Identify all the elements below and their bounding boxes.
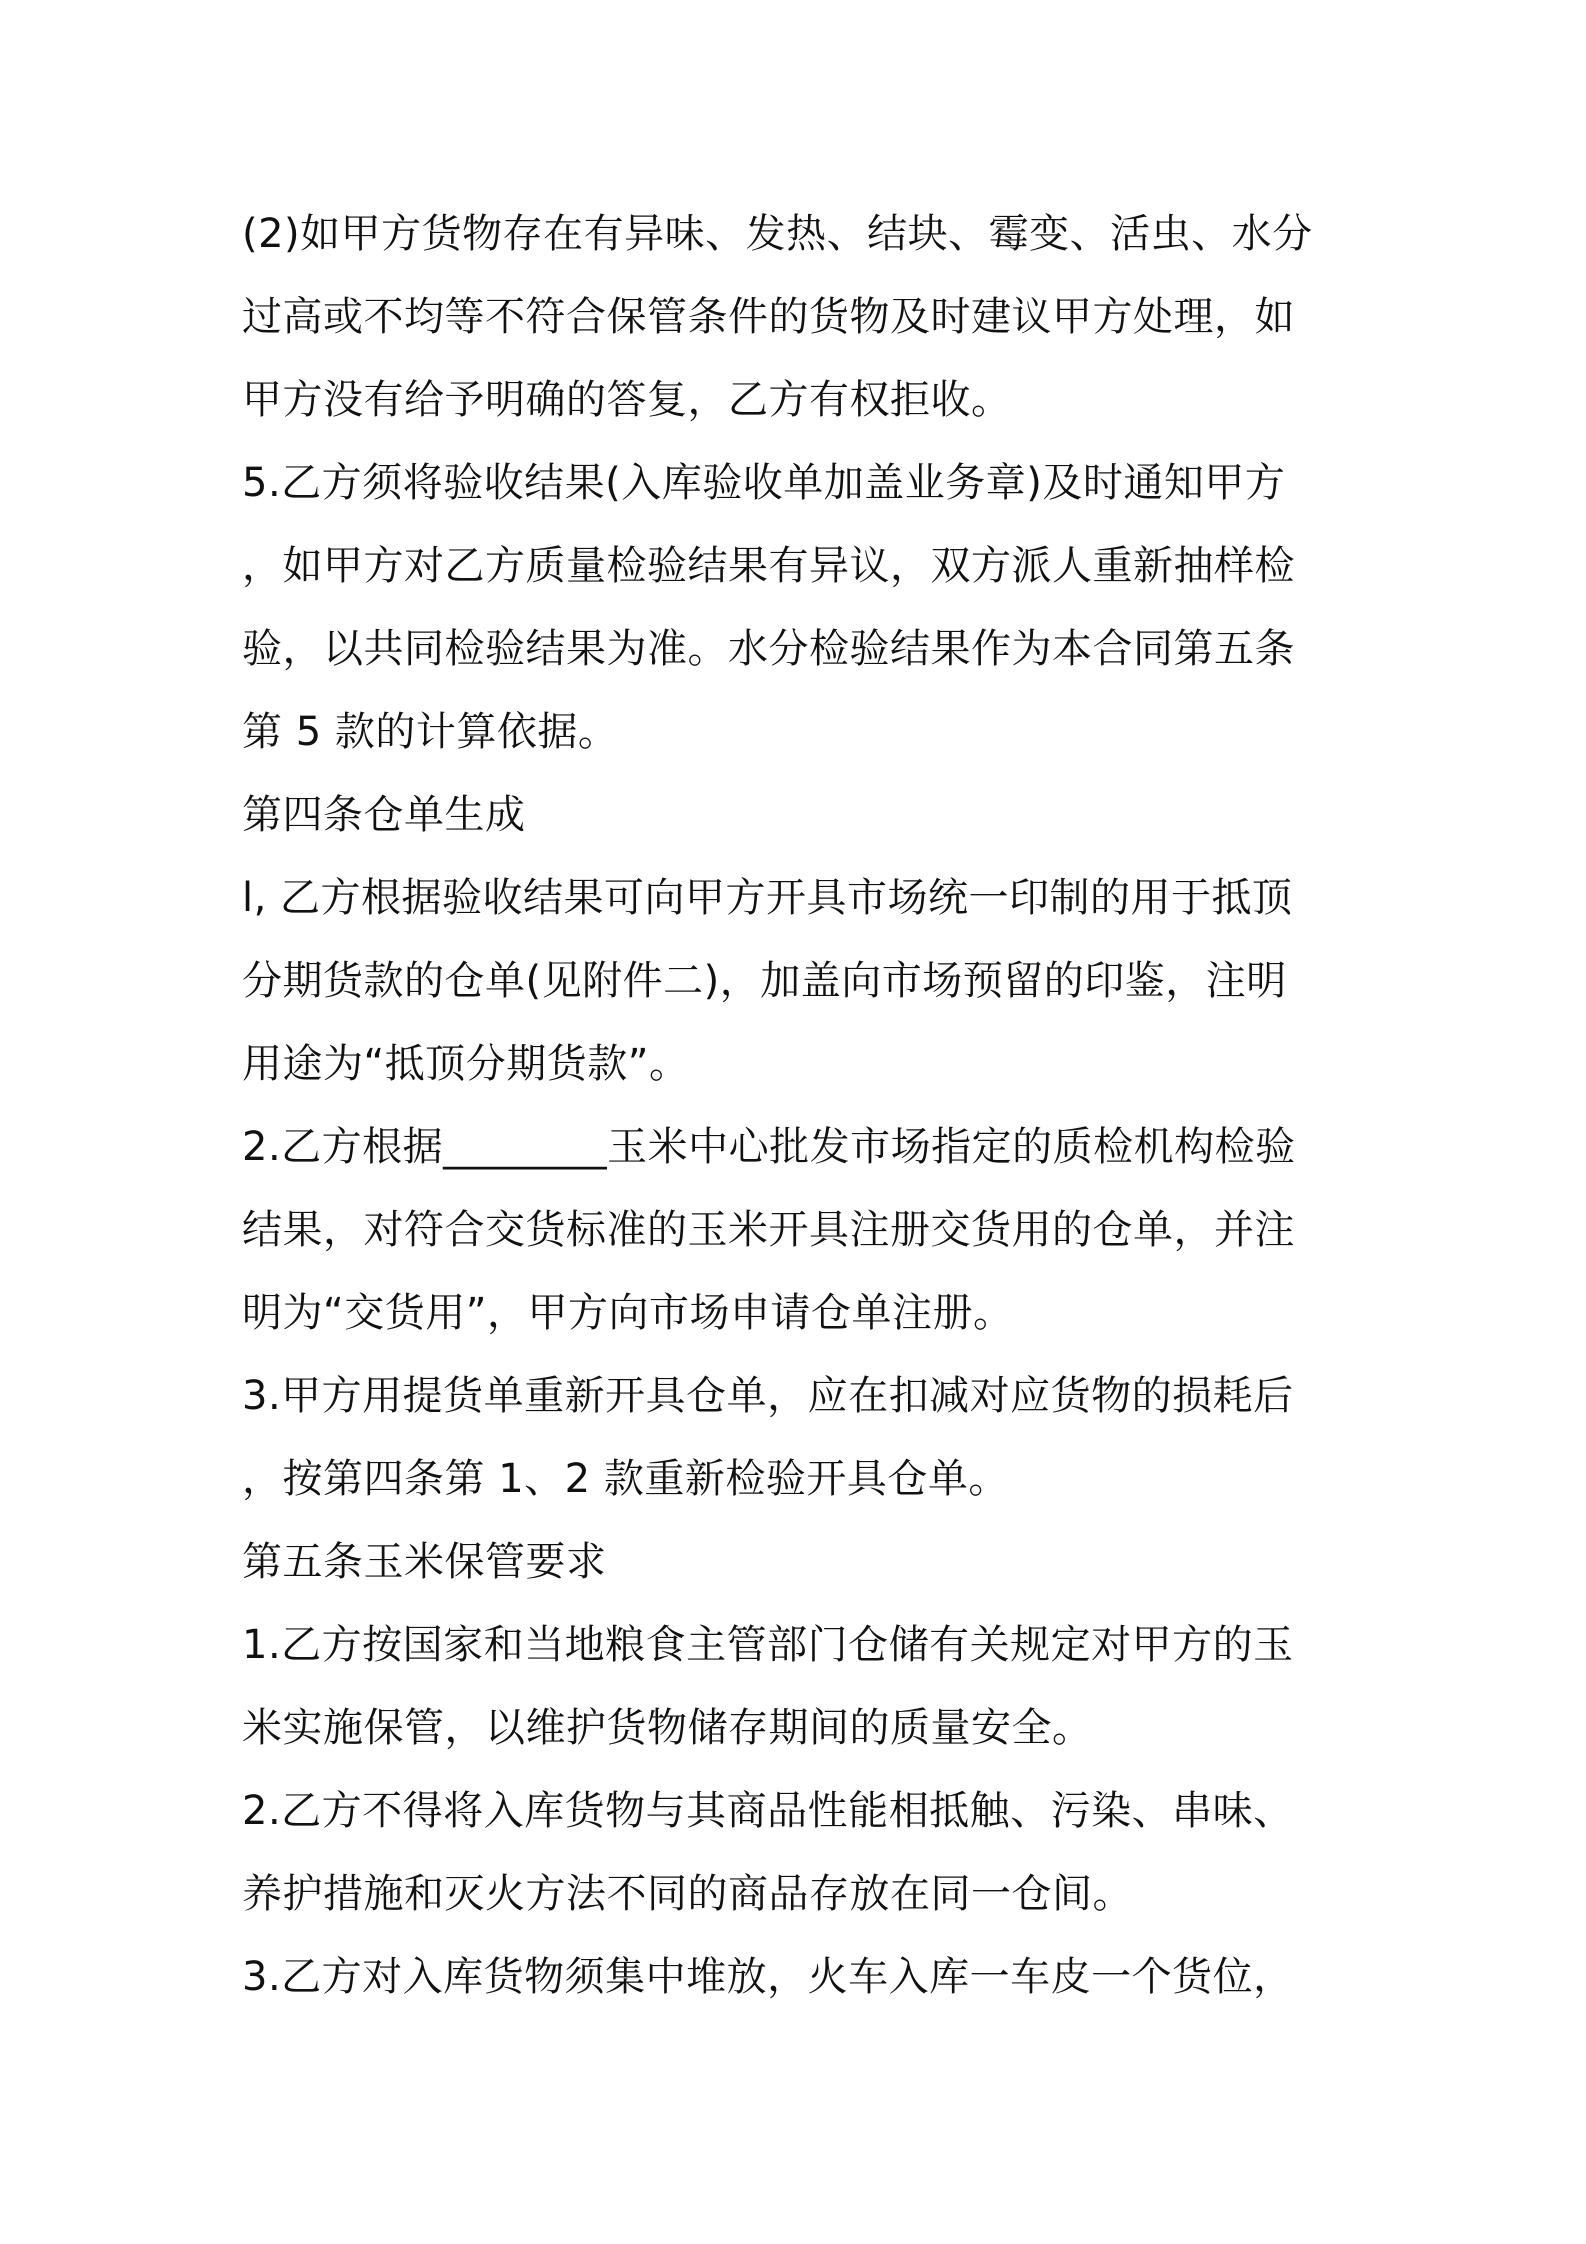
contract-text [242, 193, 1357, 2019]
text-line: 养护措施和灭火方法不同的商品存放在同一仓间。 [242, 1871, 1133, 1917]
text-line: 1.乙方按国家和当地粮食主管部门仓储有关规定对甲方的玉 [242, 1622, 1294, 1668]
text-line: ，按第四条第 1、2 款重新检验开具仓单。 [242, 1456, 1009, 1502]
section-heading: 第五条玉米保管要求 [242, 1539, 607, 1585]
text-line: 第 5 款的计算依据。 [242, 709, 619, 755]
text-line: 2.乙方根据________玉米中心批发市场指定的质检机构检验 [242, 1124, 1296, 1170]
text-line: 过高或不均等不符合保管条件的货物及时建议甲方处理，如 [242, 294, 1295, 340]
text-line: ，如甲方对乙方质量检验结果有异议，双方派人重新抽样检 [242, 543, 1295, 589]
text-line: 甲方没有给予明确的答复，乙方有权拒收。 [242, 377, 1012, 423]
section-heading: 第四条仓单生成 [242, 792, 526, 838]
text-line: 结果，对符合交货标准的玉米开具注册交货用的仓单，并注 [242, 1207, 1295, 1253]
text-line: 米实施保管，以维护货物储存期间的质量安全。 [242, 1705, 1093, 1751]
text-line: 分期货款的仓单(见附件二)，加盖向市场预留的印鉴，注明 [242, 958, 1287, 1004]
text-line: 5.乙方须将验收结果(入库验收单加盖业务章)及时通知甲方 [242, 460, 1286, 506]
text-line: 验，以共同检验结果为准。水分检验结果作为本合同第五条 [242, 626, 1295, 672]
text-line: l, 乙方根据验收结果可向甲方开具市场统一印制的用于抵顶 [242, 875, 1293, 921]
text-line: (2)如甲方货物存在有异味、发热、结块、霉变、活虫、水分 [242, 211, 1313, 257]
text-line: 3.乙方对入库货物须集中堆放，火车入库一车皮一个货位， [242, 1954, 1294, 2000]
text-line: 用途为“抵顶分期货款”。 [242, 1041, 690, 1087]
text-line: 3.甲方用提货单重新开具仓单，应在扣减对应货物的损耗后 [242, 1373, 1294, 1419]
text-line: 2.乙方不得将入库货物与其商品性能相抵触、污染、串味、 [242, 1788, 1294, 1834]
text-line: 明为“交货用”，甲方向市场申请仓单注册。 [242, 1290, 1014, 1336]
